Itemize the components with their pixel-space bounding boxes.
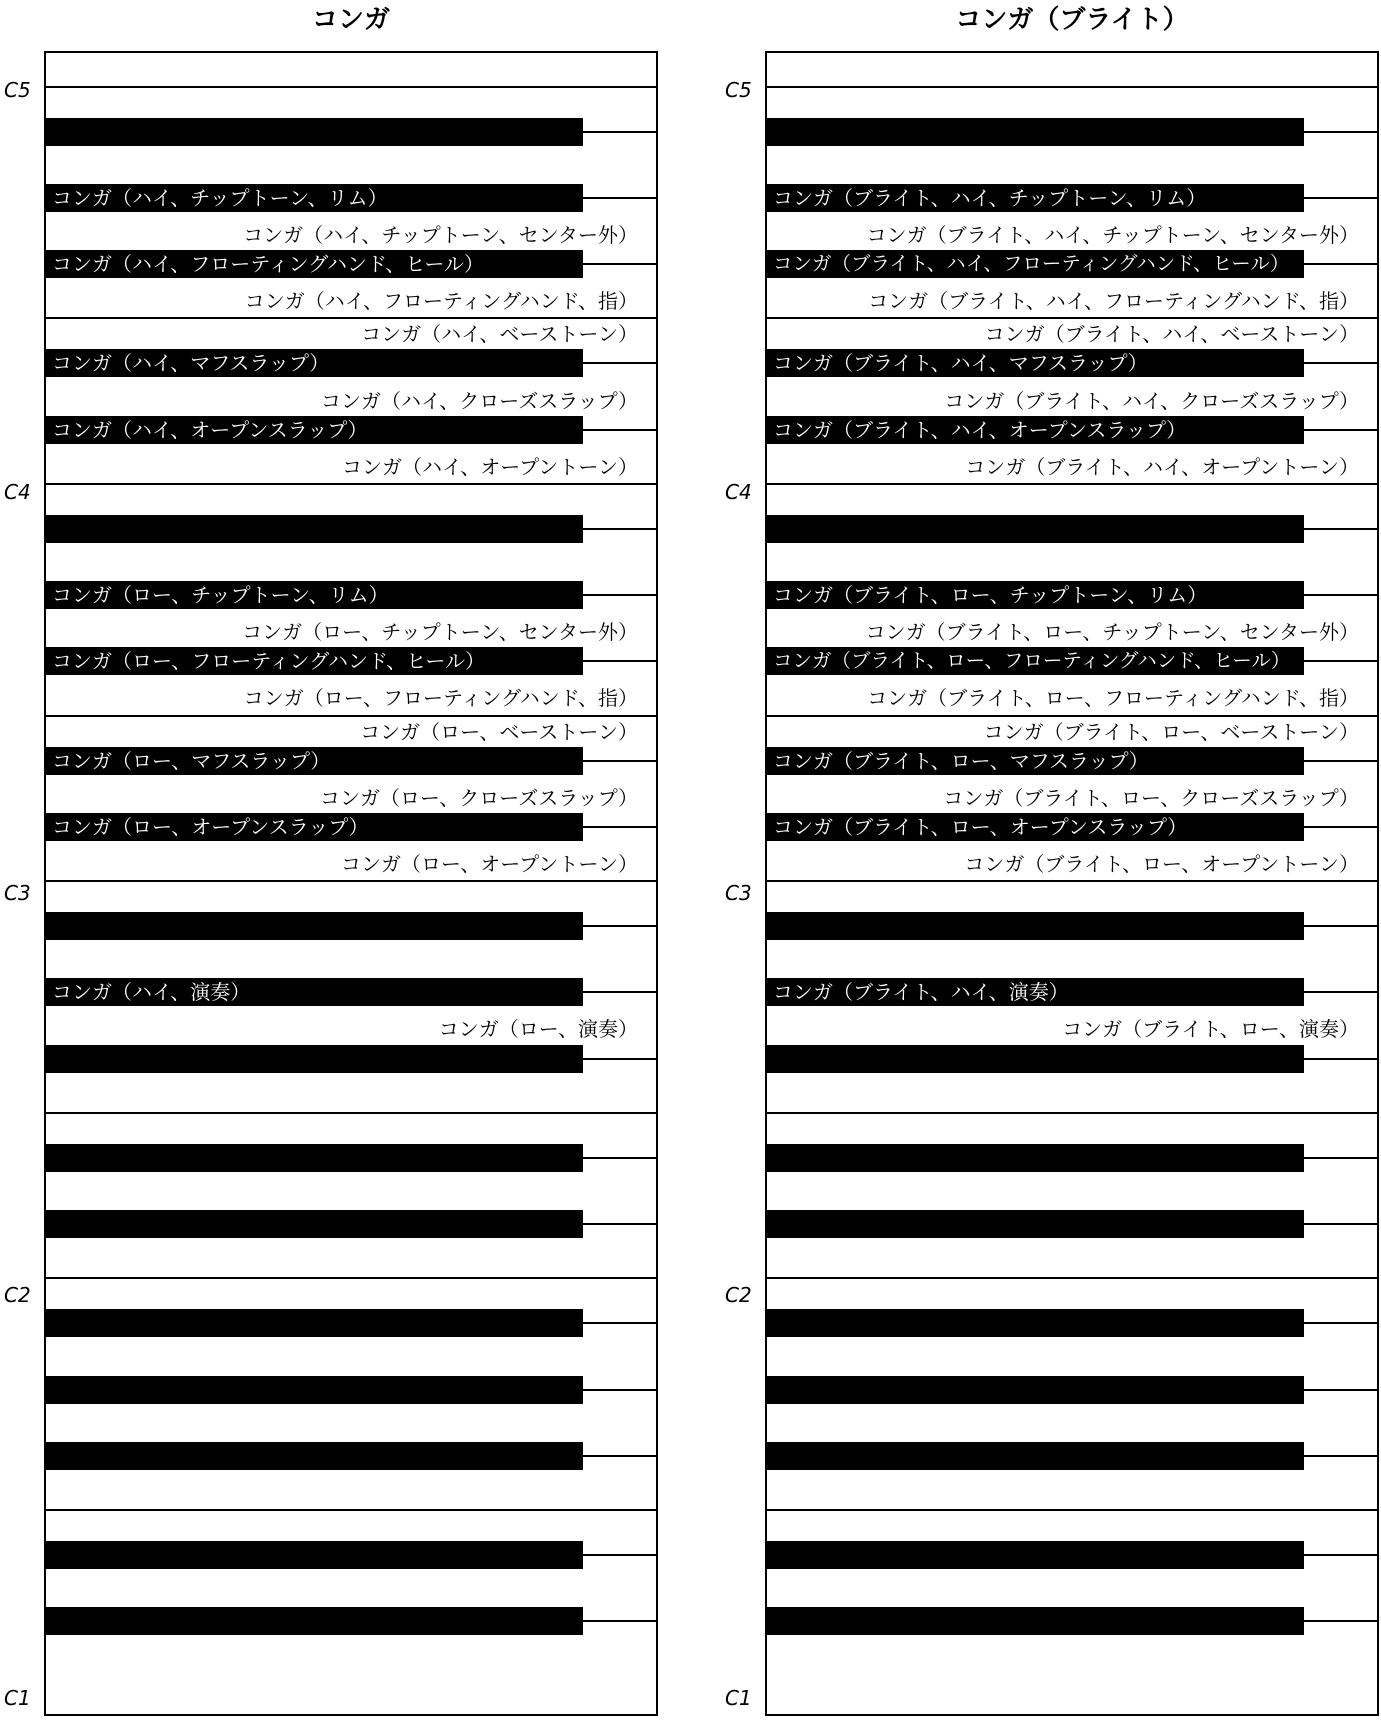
key-divider — [46, 1277, 656, 1279]
key-divider — [583, 660, 656, 662]
black-key-gs4 — [767, 184, 1304, 212]
key-divider — [767, 86, 1377, 88]
key-divider — [767, 1112, 1377, 1114]
octave-label-c5: C5 — [725, 78, 752, 102]
key-divider — [46, 86, 656, 88]
key-label: コンガ（ブライト、ロー、フローティングハンド、ヒール） — [773, 649, 1291, 673]
key-divider — [1304, 660, 1377, 662]
key-divider — [583, 362, 656, 364]
key-label: コンガ（ブライト、ハイ、フローティングハンド、ヒール） — [773, 252, 1290, 276]
white-key-label-d3: コンガ（ロー、クローズスラップ） — [320, 785, 638, 810]
key-divider — [46, 880, 656, 882]
white-key-label-f3: コンガ（ブライト、ロー、フローティングハンド、指） — [867, 686, 1359, 711]
key-divider — [1304, 826, 1377, 828]
key-divider — [767, 715, 1377, 717]
white-key-label-g3: コンガ（ブライト、ロー、チップトーン、センター外） — [865, 620, 1359, 645]
black-key-cs4 — [767, 416, 1304, 444]
black-key-cs1 — [767, 1607, 1304, 1635]
black-key-as4 — [767, 118, 1304, 146]
key-divider — [583, 760, 656, 762]
black-key-ds2 — [767, 1144, 1304, 1172]
key-divider — [1304, 594, 1377, 596]
key-divider — [1304, 1157, 1377, 1159]
key-divider — [583, 991, 656, 993]
panel-title: コンガ — [311, 5, 390, 35]
black-key-as3 — [46, 515, 583, 543]
key-divider — [1304, 528, 1377, 530]
octave-label-c4: C4 — [4, 480, 31, 504]
key-divider — [583, 528, 656, 530]
black-key-cs3 — [767, 813, 1304, 841]
black-key-gs2 — [767, 978, 1304, 1006]
black-key-as4 — [46, 118, 583, 146]
key-divider — [1304, 263, 1377, 265]
black-key-fs2 — [46, 1045, 583, 1073]
octave-label-c1: C1 — [725, 1686, 752, 1710]
key-divider — [583, 1058, 656, 1060]
black-key-as1 — [46, 1309, 583, 1337]
black-key-as1 — [767, 1309, 1304, 1337]
white-key-label-e3: コンガ（ブライト、ロー、ベーストーン） — [983, 719, 1359, 744]
black-key-cs1 — [46, 1607, 583, 1635]
key-divider — [1304, 991, 1377, 993]
keyboard-panel-conga-bright — [721, 0, 1381, 1721]
white-key-label-e4: コンガ（ブライト、ハイ、ベーストーン） — [984, 322, 1359, 347]
key-divider — [46, 1509, 656, 1511]
octave-label-c1: C1 — [4, 1686, 31, 1710]
key-divider — [1304, 1223, 1377, 1225]
white-key-label-f3: コンガ（ロー、フローティングハンド、指） — [243, 686, 638, 711]
white-key-label-c3: コンガ（ブライト、ロー、オープントーン） — [964, 851, 1359, 876]
key-divider — [583, 826, 656, 828]
black-key-ds4 — [767, 349, 1304, 377]
key-divider — [1304, 131, 1377, 133]
key-divider — [583, 1223, 656, 1225]
key-label: コンガ（ブライト、ロー、マフスラップ） — [773, 748, 1149, 773]
key-label: コンガ（ハイ、フローティングハンド、ヒール） — [52, 252, 484, 277]
key-divider — [583, 925, 656, 927]
key-divider — [767, 483, 1377, 485]
key-divider — [583, 594, 656, 596]
black-key-ds1 — [46, 1541, 583, 1569]
black-key-fs3 — [767, 647, 1304, 675]
key-divider — [1304, 362, 1377, 364]
black-key-fs4 — [46, 250, 583, 278]
black-key-ds4 — [46, 349, 583, 377]
white-key-label-e4: コンガ（ハイ、ベーストーン） — [361, 322, 638, 347]
key-label: コンガ（ハイ、オープンスラップ） — [52, 417, 368, 442]
key-divider — [1304, 197, 1377, 199]
black-key-as2 — [46, 912, 583, 940]
key-divider — [583, 1554, 656, 1556]
key-divider — [46, 317, 656, 319]
key-divider — [583, 1620, 656, 1622]
key-label: コンガ（ロー、フローティングハンド、ヒール） — [52, 649, 485, 674]
key-label: コンガ（ブライト、ハイ、オープンスラップ） — [773, 417, 1187, 442]
black-key-gs4 — [46, 184, 583, 212]
white-key-label-c4: コンガ（ハイ、オープントーン） — [342, 454, 638, 479]
keyboard-panel-conga — [0, 0, 690, 1721]
key-divider — [46, 483, 656, 485]
octave-label-c3: C3 — [4, 881, 31, 905]
black-key-fs2 — [767, 1045, 1304, 1073]
white-key-label-g3: コンガ（ロー、チップトーン、センター外） — [242, 620, 638, 645]
piano-keyboard — [44, 51, 658, 1716]
panel-title: コンガ（ブライト） — [955, 5, 1189, 35]
piano-keyboard — [765, 51, 1379, 1716]
key-divider — [1304, 1389, 1377, 1391]
key-divider — [767, 880, 1377, 882]
key-label: コンガ（ブライト、ロー、オープンスラップ） — [773, 814, 1188, 839]
white-key-label-g4: コンガ（ブライト、ハイ、チップトーン、センター外） — [866, 223, 1359, 247]
key-divider — [767, 317, 1377, 319]
key-divider — [1304, 760, 1377, 762]
black-key-as3 — [767, 515, 1304, 543]
black-key-fs4 — [767, 250, 1304, 278]
key-divider — [583, 197, 656, 199]
key-divider — [767, 1509, 1377, 1511]
key-label: コンガ（ブライト、ハイ、マフスラップ） — [773, 351, 1148, 376]
black-key-cs3 — [46, 813, 583, 841]
white-key-label-c4: コンガ（ブライト、ハイ、オープントーン） — [965, 454, 1359, 479]
black-key-ds3 — [46, 747, 583, 775]
black-key-as2 — [767, 912, 1304, 940]
key-label: コンガ（ブライト、ハイ、演奏） — [773, 980, 1069, 1005]
black-key-gs3 — [46, 581, 583, 609]
octave-label-c2: C2 — [4, 1283, 31, 1307]
key-label: コンガ（ブライト、ハイ、チップトーン、リム） — [773, 185, 1207, 210]
key-divider — [46, 1112, 656, 1114]
black-key-cs2 — [767, 1210, 1304, 1238]
black-key-gs1 — [767, 1376, 1304, 1404]
key-label: コンガ（ハイ、演奏） — [52, 980, 251, 1005]
octave-label-c3: C3 — [725, 881, 752, 905]
key-divider — [1304, 1058, 1377, 1060]
white-key-label-g2: コンガ（ブライト、ロー、演奏） — [1062, 1017, 1359, 1042]
key-divider — [1304, 1620, 1377, 1622]
key-divider — [1304, 1322, 1377, 1324]
key-divider — [583, 429, 656, 431]
white-key-label-f4: コンガ（ブライト、ハイ、フローティングハンド、指） — [868, 289, 1359, 314]
key-divider — [583, 1157, 656, 1159]
octave-label-c2: C2 — [725, 1283, 752, 1307]
key-label: コンガ（ロー、マフスラップ） — [52, 748, 331, 773]
key-divider — [1304, 429, 1377, 431]
key-label: コンガ（ハイ、チップトーン、リム） — [52, 185, 388, 210]
black-key-fs1 — [46, 1442, 583, 1470]
black-key-gs1 — [46, 1376, 583, 1404]
black-key-fs1 — [767, 1442, 1304, 1470]
octave-label-c4: C4 — [725, 480, 752, 504]
white-key-label-d4: コンガ（ハイ、クローズスラップ） — [321, 388, 638, 413]
black-key-ds2 — [46, 1144, 583, 1172]
key-label: コンガ（ハイ、マフスラップ） — [52, 351, 330, 376]
white-key-label-g2: コンガ（ロー、演奏） — [438, 1017, 638, 1042]
key-divider — [583, 1322, 656, 1324]
key-divider — [583, 1455, 656, 1457]
key-divider — [1304, 1554, 1377, 1556]
key-divider — [583, 263, 656, 265]
key-divider — [1304, 1455, 1377, 1457]
white-key-label-d4: コンガ（ブライト、ハイ、クローズスラップ） — [944, 388, 1359, 413]
octave-label-c5: C5 — [4, 78, 31, 102]
key-divider — [46, 715, 656, 717]
white-key-label-d3: コンガ（ブライト、ロー、クローズスラップ） — [943, 785, 1359, 810]
black-key-fs3 — [46, 647, 583, 675]
key-divider — [583, 131, 656, 133]
key-label: コンガ（ブライト、ロー、チップトーン、リム） — [773, 583, 1208, 608]
key-divider — [767, 1277, 1377, 1279]
key-label: コンガ（ロー、オープンスラップ） — [52, 814, 369, 839]
key-label: コンガ（ロー、チップトーン、リム） — [52, 583, 389, 608]
key-divider — [1304, 925, 1377, 927]
white-key-label-c3: コンガ（ロー、オープントーン） — [341, 851, 638, 876]
white-key-label-e3: コンガ（ロー、ベーストーン） — [360, 719, 638, 744]
white-key-label-f4: コンガ（ハイ、フローティングハンド、指） — [244, 289, 638, 314]
black-key-ds3 — [767, 747, 1304, 775]
black-key-cs4 — [46, 416, 583, 444]
white-key-label-g4: コンガ（ハイ、チップトーン、センター外） — [243, 223, 638, 247]
black-key-ds1 — [767, 1541, 1304, 1569]
black-key-gs3 — [767, 581, 1304, 609]
black-key-cs2 — [46, 1210, 583, 1238]
black-key-gs2 — [46, 978, 583, 1006]
key-divider — [583, 1389, 656, 1391]
